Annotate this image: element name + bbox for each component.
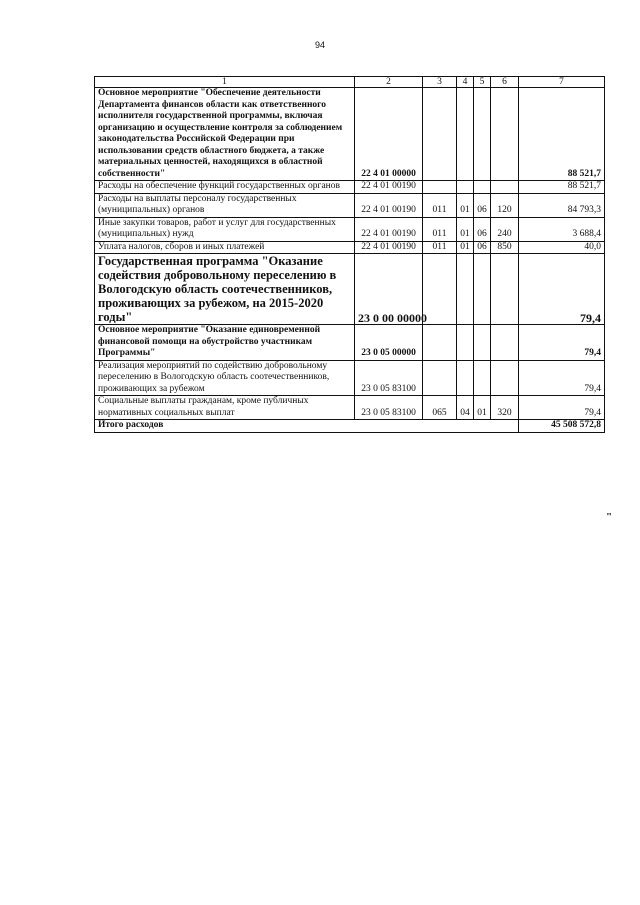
row-expense-type — [491, 254, 519, 325]
row-section-code — [457, 254, 474, 325]
row-amount: 3 688,4 — [519, 217, 605, 241]
row-amount: 79,4 — [519, 325, 605, 361]
row-subsection-code: 06 — [474, 217, 491, 241]
row-subsection-code: 01 — [474, 396, 491, 420]
row-section-code — [457, 181, 474, 194]
row-section-code — [457, 88, 474, 181]
row-section-code — [457, 360, 474, 396]
row-department-code — [423, 360, 457, 396]
row-section-code: 01 — [457, 217, 474, 241]
row-target-code: 23 0 05 83100 — [355, 360, 423, 396]
row-expense-type: 320 — [491, 396, 519, 420]
row-name: Уплата налогов, сборов и иных платежей — [95, 241, 355, 254]
row-expense-type: 850 — [491, 241, 519, 254]
row-subsection-code: 06 — [474, 241, 491, 254]
row-name: Иные закупки товаров, работ и услуг для государственных (муниципальных) нужд — [95, 217, 355, 241]
row-name: Реализация мероприятий по содействию добровольному переселению в Вологодскую область соотечественников, проживающих за рубежом — [95, 360, 355, 396]
row-name: Основное мероприятие "Оказание единовременной финансовой помощи на обустройство участникам Программы" — [95, 325, 355, 361]
row-amount: 79,4 — [519, 254, 605, 325]
row-expense-type — [491, 325, 519, 361]
row-target-code: 23 0 00 00000 — [355, 254, 423, 325]
row-subsection-code — [474, 88, 491, 181]
row-expense-type — [491, 181, 519, 194]
row-subsection-code — [474, 181, 491, 194]
row-department-code — [423, 181, 457, 194]
header-col-3: 3 — [423, 77, 457, 88]
row-department-code — [423, 254, 457, 325]
row-target-code: 22 4 01 00190 — [355, 193, 423, 217]
row-target-code: 23 0 05 00000 — [355, 325, 423, 361]
row-section-code: 04 — [457, 396, 474, 420]
row-section-code — [457, 325, 474, 361]
row-name: Расходы на обеспечение функций государственных органов — [95, 181, 355, 194]
row-expense-type — [491, 88, 519, 181]
row-department-code: 065 — [423, 396, 457, 420]
header-col-5: 5 — [474, 77, 491, 88]
header-col-7: 7 — [519, 77, 605, 88]
closing-quote-mark: " — [606, 511, 613, 523]
header-col-6: 6 — [491, 77, 519, 88]
total-label: Итого расходов — [95, 420, 519, 433]
total-row — [95, 420, 605, 433]
row-name: Государственная программа "Оказание содействия добровольному переселению в Вологодскую область соотечественников, проживающих за рубежом, на 2015-2020 годы" — [95, 254, 355, 325]
page-number: 94 — [314, 40, 325, 50]
row-expense-type — [491, 360, 519, 396]
table-row — [95, 193, 605, 217]
table-row — [95, 360, 605, 396]
table-row — [95, 396, 605, 420]
header-col-1: 1 — [95, 77, 355, 88]
header-col-2: 2 — [355, 77, 423, 88]
row-amount: 88 521,7 — [519, 88, 605, 181]
row-name: Основное мероприятие "Обеспечение деятельности Департамента финансов области как ответственного исполнителя государственной программы, включая организацию и осуществление контроля за соблюдением законодательства Российской Федерации при использовании средств областного бюджета, а также материальных ценностей, находящихся в областной собственности" — [95, 88, 355, 181]
row-name: Расходы на выплаты персоналу государственных (муниципальных) органов — [95, 193, 355, 217]
row-amount: 40,0 — [519, 241, 605, 254]
table-header-row — [95, 77, 605, 88]
row-expense-type: 120 — [491, 193, 519, 217]
row-amount: 88 521,7 — [519, 181, 605, 194]
row-target-code: 22 4 01 00190 — [355, 241, 423, 254]
table-row — [95, 181, 605, 194]
row-amount: 79,4 — [519, 396, 605, 420]
row-subsection-code — [474, 254, 491, 325]
row-department-code — [423, 325, 457, 361]
row-target-code: 22 4 01 00000 — [355, 88, 423, 181]
row-subsection-code: 06 — [474, 193, 491, 217]
row-name: Социальные выплаты гражданам, кроме публичных нормативных социальных выплат — [95, 396, 355, 420]
row-target-code: 23 0 05 83100 — [355, 396, 423, 420]
total-amount: 45 508 572,8 — [519, 420, 605, 433]
row-section-code: 01 — [457, 193, 474, 217]
budget-table — [94, 76, 605, 433]
row-section-code: 01 — [457, 241, 474, 254]
table-row — [95, 217, 605, 241]
table-row — [95, 241, 605, 254]
row-subsection-code — [474, 360, 491, 396]
row-department-code: 011 — [423, 217, 457, 241]
row-subsection-code — [474, 325, 491, 361]
row-target-code: 22 4 01 00190 — [355, 217, 423, 241]
header-col-4: 4 — [457, 77, 474, 88]
row-expense-type: 240 — [491, 217, 519, 241]
table-row — [95, 254, 605, 325]
row-amount: 84 793,3 — [519, 193, 605, 217]
row-amount: 79,4 — [519, 360, 605, 396]
row-department-code: 011 — [423, 193, 457, 217]
row-department-code: 011 — [423, 241, 457, 254]
table-row — [95, 88, 605, 181]
table-row — [95, 325, 605, 361]
row-target-code: 22 4 01 00190 — [355, 181, 423, 194]
row-department-code — [423, 88, 457, 181]
